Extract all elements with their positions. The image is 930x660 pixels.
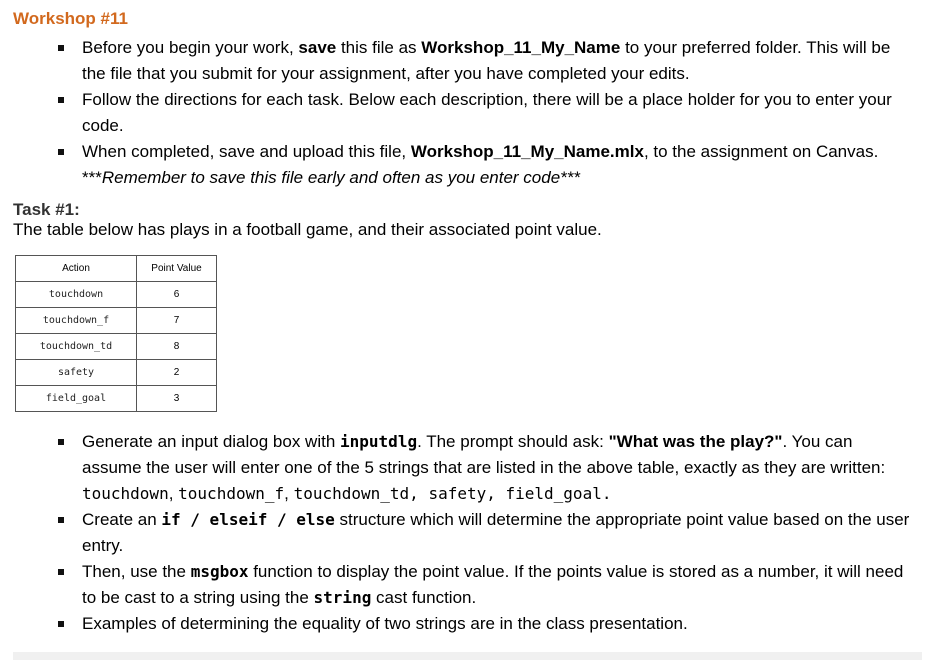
text: , to the assignment on Canvas. [643,142,879,161]
action-cell: touchdown [16,282,137,308]
text: cast function. [371,588,477,607]
task-heading: Task #1: [13,200,80,219]
point-cell: 2 [137,360,217,386]
action-cell: touchdown_f [16,308,137,334]
code-inputdlg: inputdlg [340,432,418,451]
list-item [0,507,930,559]
code-string: touchdown_td [293,484,410,503]
text: Follow the directions for each task. Below each description, there will be a place holder for you to enter your code. [82,90,892,135]
code-string: touchdown_f [178,484,285,503]
text: to your preferred folder. This will be the file that you submit for your assignment, after you have completed your edits. [82,38,891,83]
point-value-table [15,255,217,412]
bullet-icon [58,149,64,155]
intro-list [0,35,930,191]
bullet-icon [58,517,64,523]
text: Then, use the [82,562,191,581]
list-item [0,611,930,637]
table-row [16,386,217,412]
list-item [0,139,930,191]
text: Create an [82,510,162,529]
code-if-elseif-else: if / elseif / else [161,510,335,529]
bullet-icon [58,45,64,51]
text: . You can assume the user will enter one of the 5 strings that are listed in the above table, exactly as they are written: [82,432,886,477]
text: , [284,484,294,503]
list-item [0,429,930,507]
action-cell: field_goal [16,386,137,412]
code-string: touchdown [82,484,169,503]
list-item [0,559,930,611]
bullet-icon [58,439,64,445]
text: this file as [336,38,422,57]
prompt-text: "What was the play?" [608,432,783,451]
file-name: Workshop_11_My_Name.mlx [410,142,644,161]
stars: *** [560,168,581,187]
table-header-row [16,256,217,282]
action-cell: touchdown_td [16,334,137,360]
file-name: Workshop_11_My_Name [421,38,621,57]
list-item [0,87,930,139]
code-string: , safety, field_goal. [409,484,612,503]
text: Examples of determining the equality of two strings are in the class presentation. [82,614,688,633]
bullet-icon [58,621,64,627]
point-cell: 7 [137,308,217,334]
table-row [16,334,217,360]
text: When completed, save and upload this file, [82,142,411,161]
page-title: Workshop #11 [13,9,128,28]
code-block[interactable] [13,652,922,660]
point-cell: 8 [137,334,217,360]
column-header: Point Value [137,256,217,282]
point-cell: 3 [137,386,217,412]
stars: *** [82,168,102,187]
code-msgbox: msgbox [190,562,249,581]
code-string-cast: string [313,588,372,607]
text: Generate an input dialog box with [82,432,341,451]
task-description: The table below has plays in a football game, and their associated point value. [13,220,602,239]
table-row [16,360,217,386]
list-item [0,35,930,87]
point-cell: 6 [137,282,217,308]
bullet-icon [58,569,64,575]
instructions-list [0,429,930,637]
table-row [16,282,217,308]
text: function to display the point value. If the points value is stored as a number, it will need to be cast to a string using the [82,562,904,607]
text: . The prompt should ask: [417,432,609,451]
table-row [16,308,217,334]
text: structure which will determine the appropriate point value based on the user entry. [82,510,910,555]
text: , [168,484,179,503]
text: Before you begin your work, [82,38,299,57]
bullet-icon [58,97,64,103]
column-header: Action [16,256,137,282]
reminder-text: Remember to save this file early and often as you enter code [101,168,561,187]
save-keyword: save [298,38,337,57]
action-cell: safety [16,360,137,386]
